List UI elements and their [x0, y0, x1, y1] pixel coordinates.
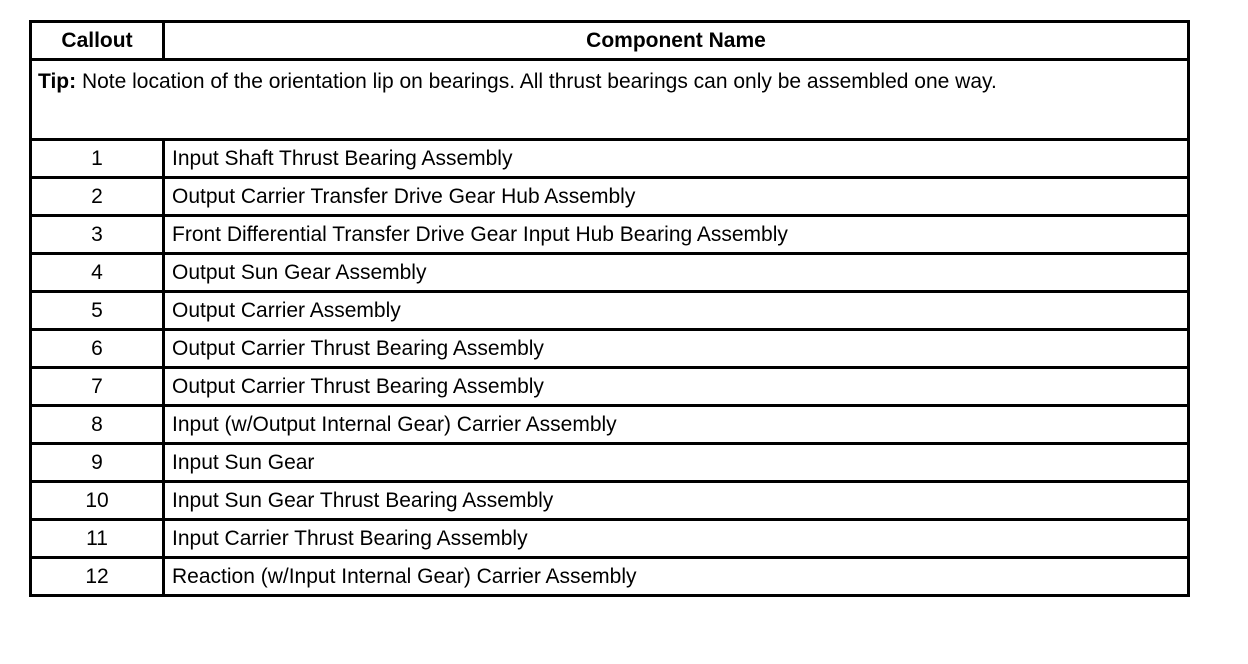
component-name: Input Sun Gear Thrust Bearing Assembly	[164, 482, 1189, 520]
callout-number: 5	[31, 292, 164, 330]
table-row	[31, 292, 1189, 330]
component-table	[29, 20, 1190, 597]
component-name: Front Differential Transfer Drive Gear Input Hub Bearing Assembly	[164, 216, 1189, 254]
table-row	[31, 178, 1189, 216]
table-row	[31, 216, 1189, 254]
component-name: Output Carrier Thrust Bearing Assembly	[164, 368, 1189, 406]
tip-cell	[31, 60, 1189, 140]
table-row	[31, 520, 1189, 558]
callout-number: 6	[31, 330, 164, 368]
component-name: Output Carrier Thrust Bearing Assembly	[164, 330, 1189, 368]
tip-row	[31, 60, 1189, 140]
table-row	[31, 406, 1189, 444]
table-row	[31, 254, 1189, 292]
component-name: Input Sun Gear	[164, 444, 1189, 482]
component-name: Input (w/Output Internal Gear) Carrier Assembly	[164, 406, 1189, 444]
callout-number: 11	[31, 520, 164, 558]
callout-number: 7	[31, 368, 164, 406]
callout-number: 10	[31, 482, 164, 520]
table-row	[31, 368, 1189, 406]
header-row	[31, 22, 1189, 60]
callout-column-header: Callout	[31, 22, 164, 60]
table-body	[31, 22, 1189, 596]
table-row	[31, 444, 1189, 482]
component-name: Output Carrier Transfer Drive Gear Hub Assembly	[164, 178, 1189, 216]
tip-label: Tip:	[38, 70, 77, 93]
table-row	[31, 482, 1189, 520]
callout-number: 4	[31, 254, 164, 292]
callout-number: 1	[31, 140, 164, 178]
component-name: Input Shaft Thrust Bearing Assembly	[164, 140, 1189, 178]
callout-number: 12	[31, 558, 164, 596]
table-row	[31, 330, 1189, 368]
callout-number: 8	[31, 406, 164, 444]
component-name-column-header: Component Name	[164, 22, 1189, 60]
callout-number: 2	[31, 178, 164, 216]
callout-number: 3	[31, 216, 164, 254]
callout-number: 9	[31, 444, 164, 482]
tip-text: Note location of the orientation lip on bearings. All thrust bearings can only be assembled one way.	[81, 70, 997, 93]
component-name: Reaction (w/Input Internal Gear) Carrier Assembly	[164, 558, 1189, 596]
table-row	[31, 140, 1189, 178]
component-name: Input Carrier Thrust Bearing Assembly	[164, 520, 1189, 558]
component-name: Output Sun Gear Assembly	[164, 254, 1189, 292]
component-name: Output Carrier Assembly	[164, 292, 1189, 330]
table-row	[31, 558, 1189, 596]
